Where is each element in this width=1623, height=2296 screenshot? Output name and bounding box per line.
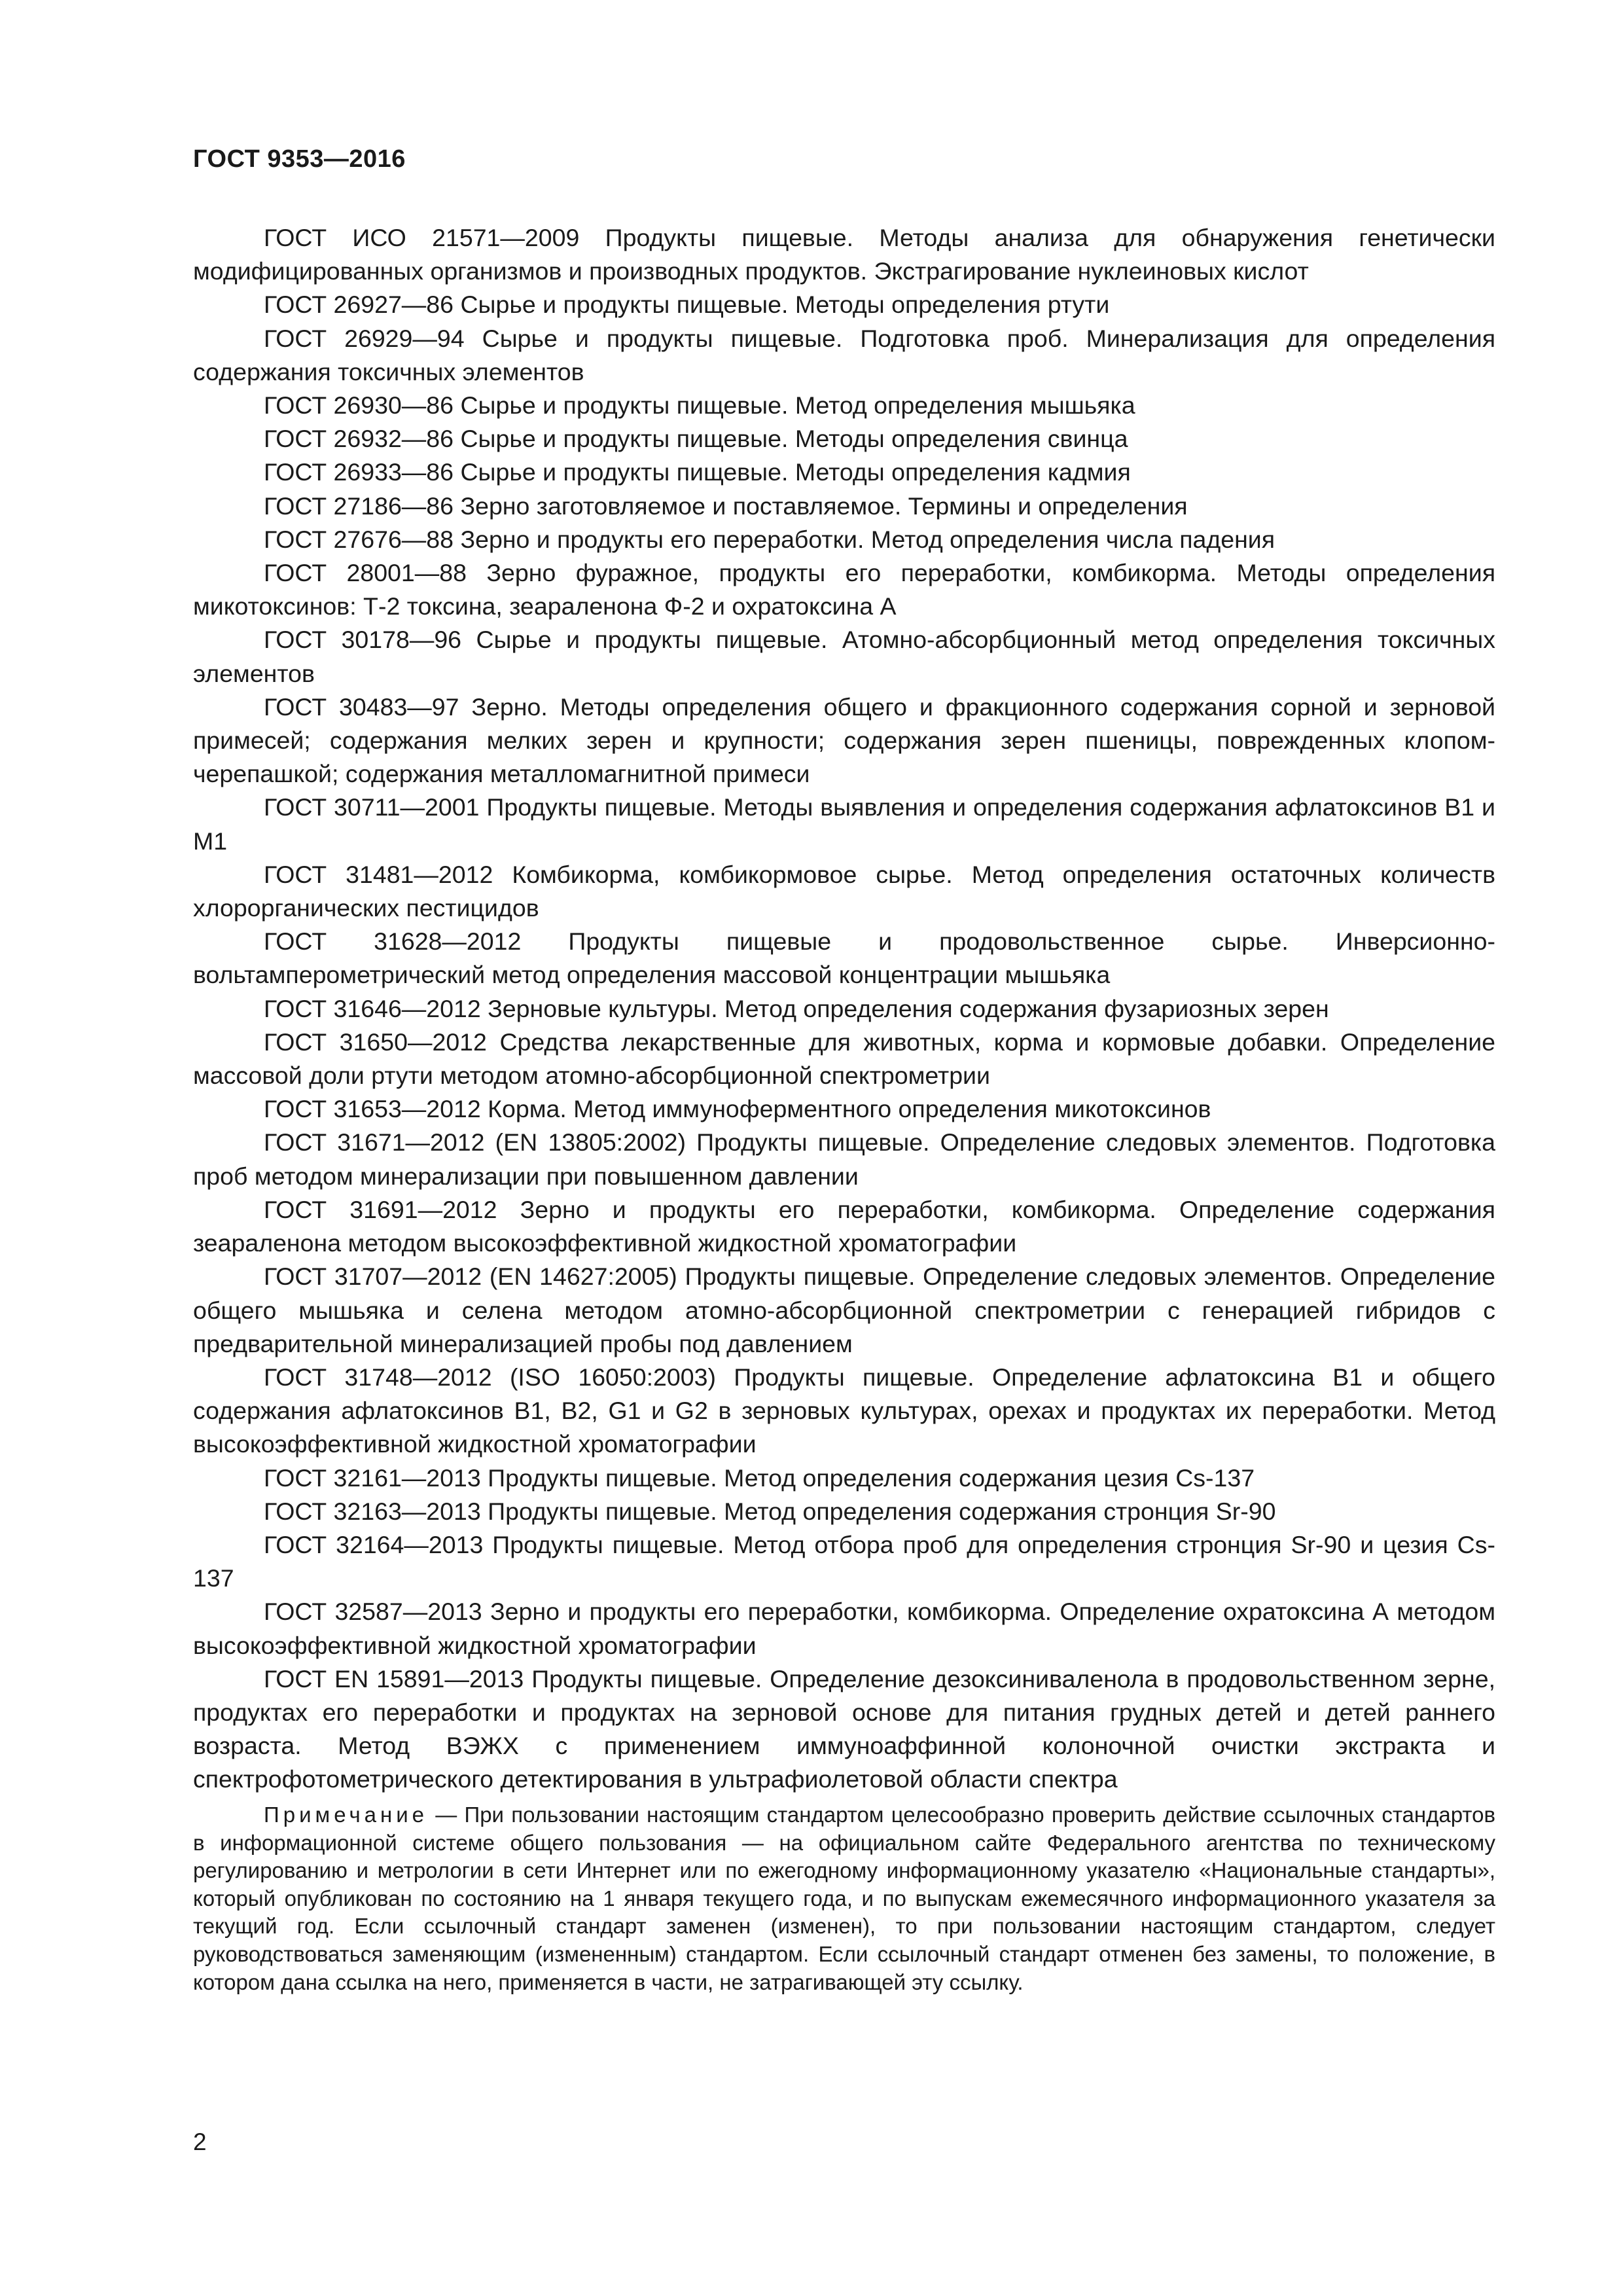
reference-item: ГОСТ 26932—86 Сырье и продукты пищевые. Методы определения свинца bbox=[264, 425, 1128, 453]
reference-item: ГОСТ 32161—2013 Продукты пищевые. Метод определения содержания цезия Cs-137 bbox=[264, 1463, 1255, 1492]
reference-item: ГОСТ 27676—88 Зерно и продукты его переработки. Метод определения числа падения bbox=[264, 525, 1275, 553]
note-text: При пользовании настоящим стандартом целесообразно проверить действие ссылочных стандартов в информационной системе общего пользования — на официальном сайте Федерального агентства по техническому регулированию и метрологии в сети Интернет или по ежегодному информационному указателю «Национальные стандарты», который опубликован по состоянию на 1 января текущего года, и по выпускам ежемесячного информационного указателя за текущий год. Если ссылочный стандарт заменен (изменен), то при пользовании настоящим стандартом, следует руководствоваться заменяющим (измененным) стандартом. Если ссылочный стандарт отменен без замены, то положение, в котором дана ссылка на него, применяется в части, не затрагивающей эту ссылку. bbox=[193, 1803, 1495, 1994]
reference-item: ГОСТ 26927—86 Сырье и продукты пищевые. Методы определения ртути bbox=[264, 291, 1110, 319]
reference-item: ГОСТ 26929—94 Сырье и продукты пищевые. Подготовка проб. Минерализация для определения содержания токсичных элементов bbox=[193, 324, 1495, 386]
note-label: Примечание bbox=[264, 1803, 429, 1827]
reference-item: ГОСТ 32587—2013 Зерно и продукты его переработки, комбикорма. Определение охратоксина А методом высокоэффективной жидкостной хроматографии bbox=[193, 1598, 1495, 1659]
reference-item: ГОСТ 30178—96 Сырье и продукты пищевые. Атомно-абсорбционный метод определения токсичных элементов bbox=[193, 626, 1495, 687]
reference-item: ГОСТ 26930—86 Сырье и продукты пищевые. Метод определения мышьяка bbox=[264, 391, 1135, 420]
reference-item: ГОСТ 26933—86 Сырье и продукты пищевые. Методы определения кадмия bbox=[264, 458, 1131, 486]
reference-item: ГОСТ 32164—2013 Продукты пищевые. Метод отбора проб для определения стронция Sr-90 и цезия Cs-137 bbox=[193, 1530, 1495, 1592]
standard-code-header: ГОСТ 9353—2016 bbox=[193, 145, 406, 173]
reference-item: ГОСТ 31671—2012 (EN 13805:2002) Продукты пищевые. Определение следовых элементов. Подготовка проб методом минерализации при повышенном давлении bbox=[193, 1128, 1495, 1190]
reference-item: ГОСТ 31646—2012 Зерновые культуры. Метод определения содержания фузариозных зерен bbox=[264, 994, 1329, 1022]
reference-item: ГОСТ 31628—2012 Продукты пищевые и продовольственное сырье. Инверсионно-вольтамперометрический метод определения массовой концентрации мышьяка bbox=[193, 927, 1495, 989]
reference-item: ГОСТ 31707—2012 (EN 14627:2005) Продукты пищевые. Определение следовых элементов. Определение общего мышьяка и селена методом атомно-абсорбционной спектрометрии с генерацией гибридов с предварительной минерализацией пробы под давлением bbox=[193, 1263, 1495, 1357]
normative-references-list bbox=[193, 221, 1495, 1797]
note-dash: — bbox=[428, 1803, 465, 1827]
reference-item: ГОСТ 31748—2012 (ISO 16050:2003) Продукты пищевые. Определение афлатоксина В1 и общего содержания афлатоксинов В1, В2, G1 и G2 в зерновых культурах, орехах и продуктах их переработки. Метод высокоэффективной жидкостной хроматографии bbox=[193, 1363, 1495, 1458]
reference-item: ГОСТ 31650—2012 Средства лекарственные для животных, корма и кормовые добавки. Определение массовой доли ртути методом атомно-абсорбционной спектрометрии bbox=[193, 1028, 1495, 1090]
note-block bbox=[193, 1801, 1495, 1996]
reference-item: ГОСТ EN 15891—2013 Продукты пищевые. Определение дезоксиниваленола в продовольственном зерне, продуктах его переработки и продуктах на зерновой основе для питания грудных детей и детей раннего возраста. Метод ВЭЖХ с применением иммуноаффинной колоночной очистки экстракта и спектрофотометрического детектирования в ультрафиолетовой области спектра bbox=[193, 1664, 1495, 1793]
reference-item: ГОСТ 32163—2013 Продукты пищевые. Метод определения содержания стронция Sr-90 bbox=[264, 1497, 1276, 1525]
reference-item: ГОСТ 31481—2012 Комбикорма, комбикормовое сырье. Метод определения остаточных количеств хлорорганических пестицидов bbox=[193, 860, 1495, 922]
reference-item: ГОСТ ИСО 21571—2009 Продукты пищевые. Методы анализа для обнаружения генетически модифицированных организмов и производных продуктов. Экстрагирование нуклеиновых кислот bbox=[193, 224, 1495, 285]
reference-item: ГОСТ 28001—88 Зерно фуражное, продукты его переработки, комбикорма. Методы определения микотоксинов: Т-2 токсина, зеараленона Ф-2 и охратоксина А bbox=[193, 559, 1495, 620]
reference-item: ГОСТ 30483—97 Зерно. Методы определения общего и фракционного содержания сорной и зерновой примесей; содержания мелких зерен и крупности; содержания зерен пшеницы, поврежденных клопом-черепашкой; содержания металломагнитной примеси bbox=[193, 692, 1495, 788]
page-number: 2 bbox=[193, 2128, 207, 2155]
reference-item: ГОСТ 31691—2012 Зерно и продукты его переработки, комбикорма. Определение содержания зеараленона методом высокоэффективной жидкостной хроматографии bbox=[193, 1195, 1495, 1257]
reference-item: ГОСТ 30711—2001 Продукты пищевые. Методы выявления и определения содержания афлатоксинов В1 и М1 bbox=[193, 793, 1495, 855]
note-paragraph bbox=[193, 1801, 1495, 1996]
reference-item: ГОСТ 27186—86 Зерно заготовляемое и поставляемое. Термины и определения bbox=[264, 492, 1188, 520]
reference-item: ГОСТ 31653—2012 Корма. Метод иммуноферментного определения микотоксинов bbox=[264, 1095, 1211, 1123]
